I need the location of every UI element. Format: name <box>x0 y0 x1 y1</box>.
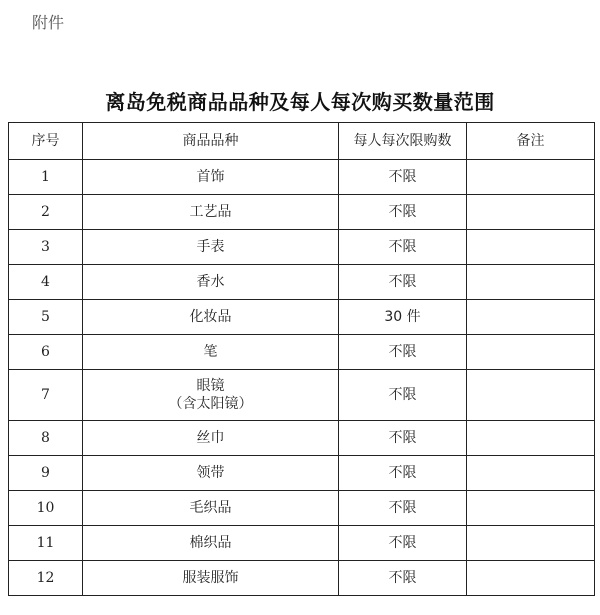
cell-item: 香水 <box>83 265 339 300</box>
cell-item: 首饰 <box>83 160 339 195</box>
cell-seq: 7 <box>9 370 83 421</box>
cell-limit: 不限 <box>339 526 467 561</box>
header-seq: 序号 <box>9 123 83 160</box>
table-row <box>9 195 595 230</box>
cell-item: 丝巾 <box>83 421 339 456</box>
cell-item-sub: （含太阳镜） <box>168 396 253 412</box>
cell-note <box>467 160 595 195</box>
cell-item: 笔 <box>83 335 339 370</box>
cell-item: 服装服饰 <box>83 561 339 596</box>
attachment-label: 附件 <box>32 13 65 32</box>
table-header-row <box>9 123 595 160</box>
cell-limit: 不限 <box>339 195 467 230</box>
cell-item: 毛织品 <box>83 491 339 526</box>
cell-seq: 2 <box>9 195 83 230</box>
cell-item-main: 眼镜 <box>196 378 225 394</box>
cell-item: 手表 <box>83 230 339 265</box>
cell-item: 领带 <box>83 456 339 491</box>
cell-note <box>467 370 595 421</box>
cell-note <box>467 230 595 265</box>
table-row <box>9 491 595 526</box>
cell-limit: 不限 <box>339 230 467 265</box>
table-row <box>9 265 595 300</box>
cell-note <box>467 195 595 230</box>
cell-seq: 1 <box>9 160 83 195</box>
cell-seq: 10 <box>9 491 83 526</box>
cell-note <box>467 265 595 300</box>
cell-note <box>467 421 595 456</box>
cell-limit: 不限 <box>339 265 467 300</box>
cell-seq: 5 <box>9 300 83 335</box>
table-row <box>9 456 595 491</box>
cell-limit: 不限 <box>339 561 467 596</box>
cell-note <box>467 526 595 561</box>
cell-limit: 不限 <box>339 421 467 456</box>
table-row <box>9 300 595 335</box>
cell-limit: 30 件 <box>339 300 467 335</box>
cell-seq: 3 <box>9 230 83 265</box>
cell-limit: 不限 <box>339 370 467 421</box>
cell-seq: 6 <box>9 335 83 370</box>
cell-seq: 4 <box>9 265 83 300</box>
cell-item: 工艺品 <box>83 195 339 230</box>
table-row <box>9 160 595 195</box>
cell-note <box>467 456 595 491</box>
header-note: 备注 <box>467 123 595 160</box>
header-item: 商品品种 <box>83 123 339 160</box>
table-row <box>9 421 595 456</box>
cell-item: 化妆品 <box>83 300 339 335</box>
cell-limit: 不限 <box>339 456 467 491</box>
cell-note <box>467 335 595 370</box>
cell-limit: 不限 <box>339 491 467 526</box>
header-limit: 每人每次限购数 <box>339 123 467 160</box>
cell-note <box>467 491 595 526</box>
cell-seq: 9 <box>9 456 83 491</box>
document-title: 离岛免税商品品种及每人每次购买数量范围 <box>105 90 495 114</box>
cell-limit: 不限 <box>339 160 467 195</box>
product-limit-table <box>8 122 595 596</box>
table-row <box>9 370 595 421</box>
cell-seq: 8 <box>9 421 83 456</box>
cell-seq: 12 <box>9 561 83 596</box>
cell-item <box>83 370 339 421</box>
cell-note <box>467 300 595 335</box>
table-row <box>9 526 595 561</box>
cell-seq: 11 <box>9 526 83 561</box>
cell-item: 棉织品 <box>83 526 339 561</box>
cell-note <box>467 561 595 596</box>
cell-limit: 不限 <box>339 335 467 370</box>
table-row <box>9 335 595 370</box>
table-row <box>9 561 595 596</box>
table-row <box>9 230 595 265</box>
